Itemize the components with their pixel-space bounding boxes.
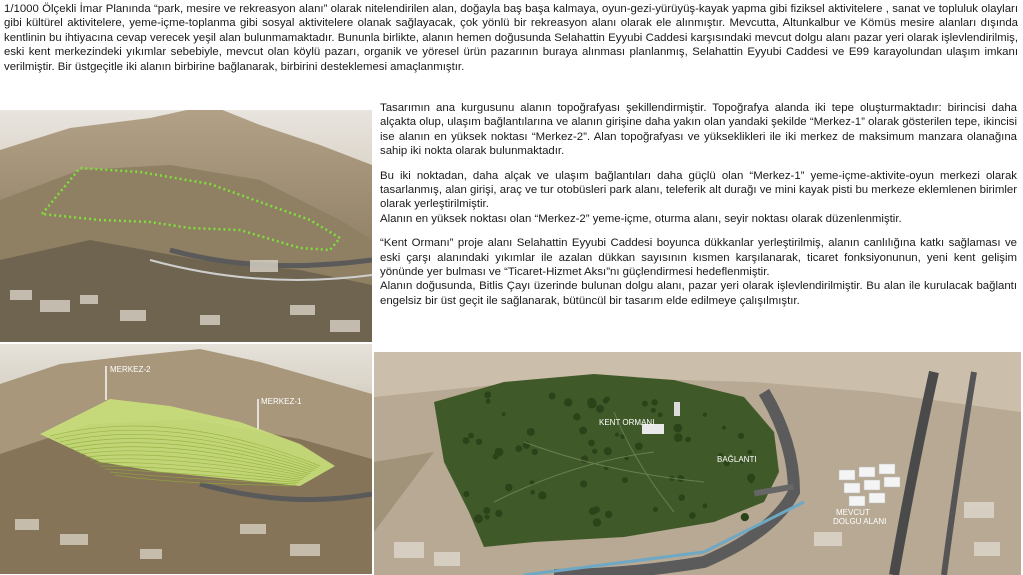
description-column: [380, 101, 1017, 318]
paragraph-dolgu-alani: Alanın doğusunda, Bitlis Çayı üzerinde bulunan dolgu alanı, pazar yeri olarak işlevlendirilmiştir. Bu alan ile kurulacak bağlantı engelsiz bir üst geçit ile sağlanarak, bütüncül bir tasarım elde edilmeye çalışılmıştır.: [380, 280, 1017, 307]
paragraph-merkez-2: Alanın en yüksek noktası olan “Merkez-2” yeme-içme, oturma alanı, seyir noktası olarak düzenlenmiştir.: [380, 212, 902, 225]
paragraph-topography: Tasarımın ana kurgusunu alanın topoğrafyası şekillendirmiştir. Topoğrafya alanda iki tepe oluşturmaktadır: birincisi daha alçakta olup, ulaşım bağlantılarına ve alanın girişine daha yakın olan yandaki şekilde “Merkez-1” olarak gösterilen tepe, ikincisi ise alanın en yüksek noktası “Merkez-2”. Alan topoğrafyası ve yükseklikleri ile iki merkez de maksimum manzara olanağına sahip iki nokta olarak bulunmaktadır.: [380, 102, 1017, 158]
kent-ormani-label: KENT ORMANI: [599, 418, 655, 427]
topography-model-image: [0, 344, 372, 574]
paragraph-merkez-1: Bu iki noktadan, daha alçak ve ulaşım bağlantıları daha güçlü olan “Merkez-1” yeme-içme-aktivite-oyun merkezi olarak tasarlanmış, alan girişi, araç ve tur otobüsleri park alanı, teleferik alt durağı ve mini kayak pisti bu merkeze eklemlenen birimler olarak yerleştirilmiştir.: [380, 169, 1017, 211]
site-plan-render: [374, 352, 1021, 575]
merkez-1-label: MERKEZ-1: [261, 397, 302, 406]
intro-paragraph: 1/1000 Ölçekli İmar Planında “park, mesire ve rekreasyon alanı” olarak nitelendirilen alan, doğayla baş başa kalmaya, oyun-gezi-yürüyüş-kayak yapma gibi fiziksel aktivitelere , sanat ve topluluk olayları gibi kültürel aktivitelere, yeme-içme-toplanma gibi sosyal aktivitelere olanak sağlayacak, çok yönlü bir rekreasyon alanı olarak ele alınmıştır. Mevcutta, Altunkalbur ve Kömüs mesire alanları dışında kentlinin bu ihtiyacına cevap verecek yeşil alan bulunmamaktadır. Bununla birlikte, alanın hemen doğusunda Selahattin Eyyubi Caddesi karşısındaki mevcut dolgu alanı pazar yeri olarak işlevlendirilmiş, eski kent merkezindeki yıkımlar sebebiyle, mevcut olan köylü pazarı, organik ve yöresel ürün pazarının buraya alınması planlanmış, Selahattin Eyyubi Caddesi ve E99 karayolundan ulaşım imkanı verilmiştir. Bir üstgeçitle iki alanın birbirine bağlanarak, birbirini desteklemesi amaçlanmıştır.: [4, 3, 1018, 73]
merkez-2-label: MERKEZ-2: [110, 365, 151, 374]
dolgu-alani-label: DOLGU ALANI: [833, 517, 887, 526]
aerial-site-image: [0, 110, 372, 342]
paragraph-kent-ormani: “Kent Ormanı” proje alanı Selahattin Eyyubi Caddesi boyunca dükkanlar yerleştirilmiş, alanın canlılığına katkı sağlaması ve eski çarşı alanındaki yıkımlar ile azalan dükkan sayısının kısmen karşılanarak, ticaret fonksiyonunun, yeni kent gelişim yönünde yer bulması ve “Ticaret-Hizmet Aksı”nı güçlendirmesi hedeflenmiştir.: [380, 237, 1017, 279]
mevcut-label: MEVCUT: [836, 508, 870, 517]
baglanti-label: BAĞLANTI: [717, 455, 757, 464]
